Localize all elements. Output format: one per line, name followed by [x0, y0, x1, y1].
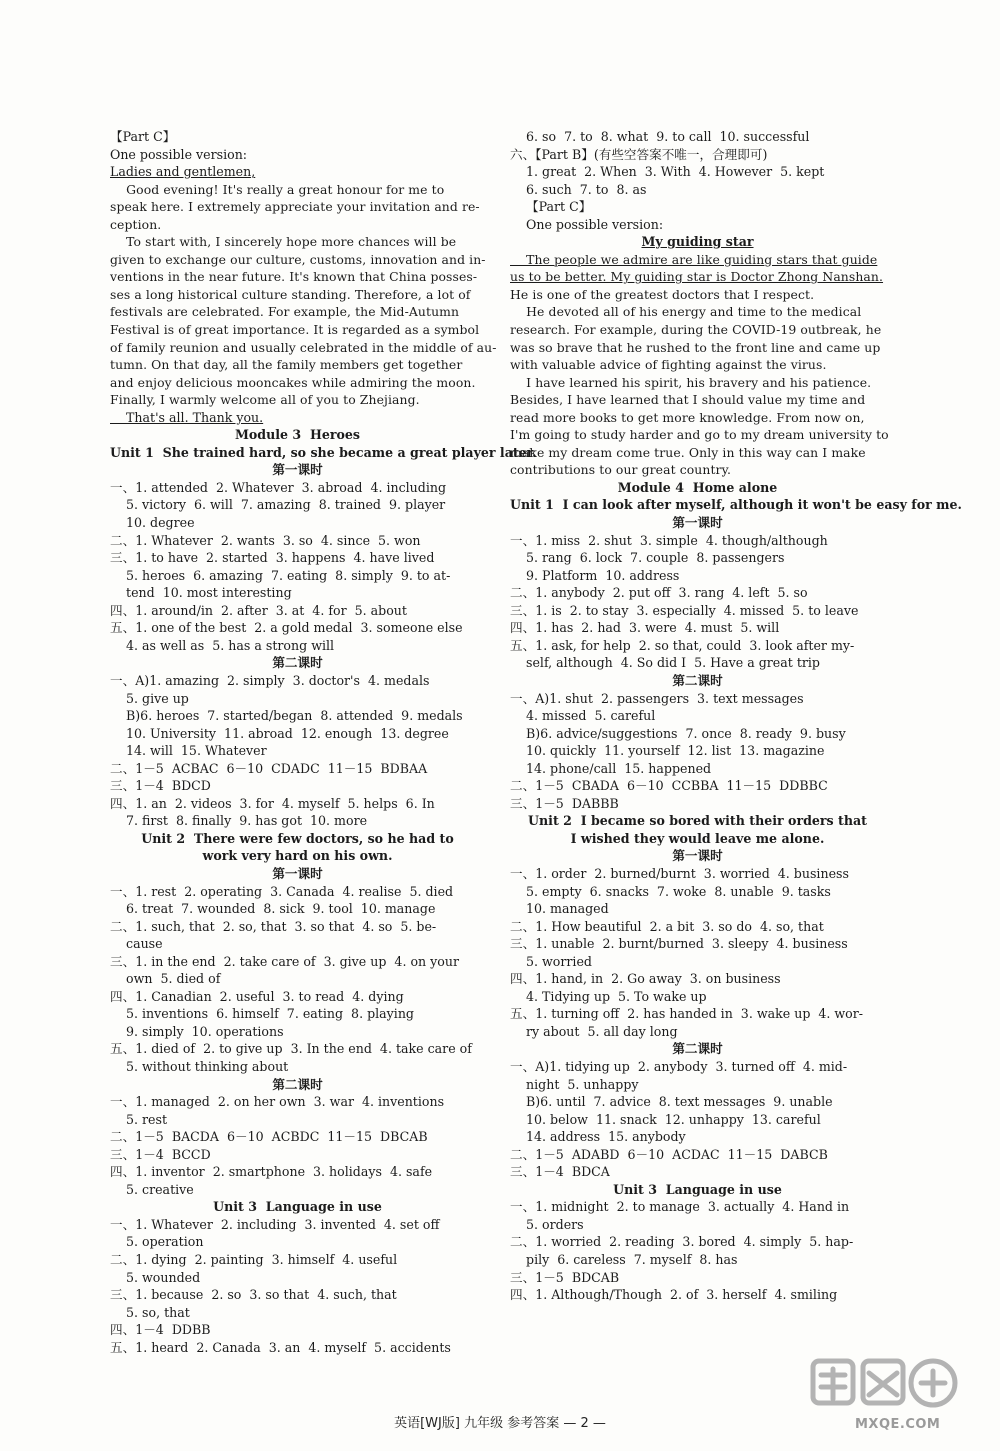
- right-column-line: contributions to our great country.: [510, 462, 732, 478]
- left-column-line: Ladies and gentlemen,: [110, 164, 256, 180]
- left-column-line: 【Part C】: [110, 129, 176, 144]
- left-column-line: 五、1. heard 2. Canada 3. an 4. myself 5. accidents: [110, 1339, 451, 1355]
- left-column-line: 第二课时: [272, 655, 323, 671]
- left-column-line: work very hard on his own.: [202, 848, 393, 864]
- right-column-line: 第二课时: [672, 1041, 723, 1057]
- left-column-line: 一、1. managed 2. on her own 3. war 4. inventions: [110, 1094, 445, 1110]
- left-column-line: 三、1. to have 2. started 3. happens 4. have lived: [110, 550, 435, 566]
- left-column-line: tend 10. most interesting: [110, 585, 292, 601]
- left-column-line: 三、1－4 BCCD: [110, 1146, 211, 1162]
- right-column-line: 三、1－4 BDCA: [510, 1164, 610, 1180]
- right-column-line: 一、1. order 2. burned/burnt 3. worried 4. business: [510, 865, 849, 881]
- right-column-line: 9. Platform 10. address: [510, 567, 680, 583]
- left-column-line: 二、1－5 BACDA 6－10 ACBDC 11－15 DBCAB: [110, 1129, 428, 1145]
- right-column-line: B)6. until 7. advice 8. text messages 9. unable: [510, 1094, 833, 1110]
- left-column-line: Unit 2 There were few doctors, so he had to: [141, 830, 454, 846]
- left-column-line: ventions in the near future. It's known that China posses-: [110, 269, 478, 285]
- right-column-line: 10. managed: [510, 901, 609, 917]
- right-column-line: One possible version:: [510, 216, 664, 232]
- right-column-line: 4. Tidying up 5. To wake up: [510, 988, 707, 1004]
- left-column-line: 9. simply 10. operations: [110, 1023, 284, 1039]
- left-column-line: 一、1. Whatever 2. including 3. invented 4. set off: [110, 1216, 440, 1232]
- right-column-line: Unit 3 Language in use: [613, 1181, 782, 1197]
- right-column-line: 10. below 11. snack 12. unhappy 13. careful: [510, 1111, 821, 1127]
- right-column-line: The people we admire are like guiding stars that guide: [510, 251, 878, 267]
- right-column-line: My guiding star: [641, 234, 754, 250]
- right-column-line: with valuable advice of fighting against the virus.: [510, 357, 827, 373]
- right-column-line: 5. empty 6. snacks 7. woke 8. unable 9. tasks: [510, 883, 831, 899]
- right-column: [510, 128, 962, 1304]
- right-column-line: 四、1. Although/Though 2. of 3. herself 4. smiling: [510, 1287, 838, 1303]
- right-column-line: 二、1. How beautiful 2. a bit 3. so do 4. so, that: [510, 918, 824, 934]
- right-column-line: 1. great 2. When 3. With 4. However 5. kept: [510, 164, 825, 180]
- left-column-line: 四、1－4 DDBB: [110, 1322, 211, 1338]
- left-column-line: 二、1－5 ACBAC 6－10 CDADC 11－15 BDBAA: [110, 760, 428, 776]
- left-column-line: 一、1. rest 2. operating 3. Canada 4. realise 5. died: [110, 883, 454, 899]
- right-column-line: make my dream come true. Only in this way can I make: [510, 444, 866, 460]
- right-column-line: I wished they would leave me alone.: [570, 830, 825, 846]
- left-column-line: B)6. heroes 7. started/began 8. attended 9. medals: [110, 708, 463, 724]
- left-column-line: and enjoy delicious mooncakes while admiring the moon.: [110, 374, 476, 390]
- left-column-line: ses a long historical culture standing. Therefore, a lot of: [110, 286, 471, 302]
- right-column-line: 5. rang 6. lock 7. couple 8. passengers: [510, 550, 785, 566]
- left-column-line: 四、1. around/in 2. after 3. at 4. for 5. about: [110, 602, 407, 618]
- left-column-line: 二、1. dying 2. painting 3. himself 4. useful: [110, 1252, 398, 1267]
- right-column-line: Unit 1 I can look after myself, although it won't be easy for me.: [510, 497, 962, 513]
- left-column-line: 6. treat 7. wounded 8. sick 9. tool 10. manage: [110, 901, 436, 917]
- left-column-line: 一、A)1. amazing 2. simply 3. doctor's 4. medals: [110, 672, 430, 688]
- right-column-line: 第二课时: [672, 672, 723, 688]
- left-column-line: speak here. I extremely appreciate your invitation and re-: [110, 199, 480, 215]
- right-column-line: He is one of the greatest doctors that I respect.: [510, 286, 815, 302]
- right-column-line: 三、1－5 BDCAB: [510, 1269, 620, 1285]
- right-column-line: read more books to get more knowledge. From now on,: [510, 409, 865, 425]
- right-column-line: 二、1－5 ADABD 6－10 ACDAC 11－15 DABCB: [510, 1146, 828, 1162]
- right-column-line: pily 6. careless 7. myself 8. has: [510, 1252, 738, 1267]
- left-column-line: 四、1. inventor 2. smartphone 3. holidays 4. safe: [110, 1164, 433, 1180]
- right-column-line: 6. so 7. to 8. what 9. to call 10. successful: [510, 129, 810, 144]
- right-column-line: 二、1. anybody 2. put off 3. rang 4. left 5. so: [510, 585, 808, 601]
- right-column-line: 五、1. turning off 2. has handed in 3. wake up 4. wor-: [510, 1006, 864, 1022]
- left-column-line: 五、1. died of 2. to give up 3. In the end 4. take care of: [110, 1041, 472, 1057]
- left-column-line: given to exchange our culture, customs, innovation and in-: [110, 251, 486, 267]
- right-column-line: 二、1－5 CBADA 6－10 CCBBA 11－15 DDBBC: [510, 778, 828, 794]
- left-column-line: 第一课时: [272, 865, 323, 881]
- right-column-line: 4. missed 5. careful: [510, 708, 656, 724]
- left-column-line: Module 3 Heroes: [234, 427, 361, 443]
- right-column-line: 一、A)1. tidying up 2. anybody 3. turned off 4. mid-: [510, 1058, 848, 1074]
- right-column-line: 5. orders: [510, 1216, 584, 1232]
- left-column-line: 三、1－4 BDCD: [110, 778, 211, 794]
- left-column-line: 5. without thinking about: [110, 1058, 289, 1074]
- right-column-line: Module 4 Home alone: [617, 479, 778, 495]
- right-column-line: 五、1. ask, for help 2. so that, could 3. look after my-: [510, 637, 855, 653]
- left-column-line: 5. victory 6. will 7. amazing 8. trained 9. player: [110, 497, 446, 513]
- right-column-line: 6. such 7. to 8. as: [510, 181, 647, 197]
- left-column-line: 四、1. an 2. videos 3. for 4. myself 5. helps 6. In: [110, 795, 435, 811]
- right-column-line: I'm going to study harder and go to my dream university to: [510, 427, 889, 443]
- left-column-line: cause: [110, 936, 163, 952]
- right-column-line: 一、1. miss 2. shut 3. simple 4. though/although: [510, 532, 828, 548]
- right-column-line: was so brave that he rushed to the front line and came up: [510, 339, 881, 355]
- right-column-line: I have learned his spirit, his bravery and his patience.: [510, 374, 872, 390]
- right-column-line: Unit 2 I became so bored with their orders that: [528, 813, 867, 829]
- left-column-line: 10. University 11. abroad 12. enough 13. degree: [110, 725, 449, 741]
- left-column-line: ception.: [110, 216, 162, 232]
- left-column-line: 5. inventions 6. himself 7. eating 8. playing: [110, 1006, 414, 1022]
- left-column-line: 五、1. one of the best 2. a gold medal 3. someone else: [110, 620, 463, 636]
- left-column-line: Unit 3 Language in use: [213, 1199, 382, 1215]
- left-column-line: 三、1. in the end 2. take care of 3. give up 4. on your: [110, 953, 459, 969]
- right-column-line: 三、1－5 DABBB: [510, 795, 619, 811]
- right-column-line: night 5. unhappy: [510, 1076, 639, 1092]
- right-column-line: 14. address 15. anybody: [510, 1129, 686, 1145]
- right-column-line: 一、1. midnight 2. to manage 3. actually 4. Hand in: [510, 1199, 850, 1215]
- left-column-line: To start with, I sincerely hope more chances will be: [110, 234, 457, 250]
- left-column-line: Finally, I warmly welcome all of you to Zhejiang.: [110, 392, 420, 408]
- watermark-url: MXQE.COM: [855, 1417, 941, 1432]
- left-column-line: 5. operation: [110, 1234, 204, 1250]
- left-column-line: 7. first 8. finally 9. has got 10. more: [110, 813, 368, 829]
- left-column-line: Unit 1 She trained hard, so she became a great player later.: [110, 444, 537, 460]
- left-column-line: 二、1. Whatever 2. wants 3. so 4. since 5. won: [110, 532, 421, 548]
- right-column-line: 第一课时: [672, 515, 723, 531]
- right-column-line: ry about 5. all day long: [510, 1023, 678, 1039]
- page-footer: 英语[WJ版] 九年级 参考答案 — 2 —: [394, 1416, 606, 1431]
- left-column-line: 第一课时: [272, 462, 323, 478]
- left-column-line: Good evening! It's really a great honour for me to: [110, 181, 445, 197]
- left-column-line: 5. heroes 6. amazing 7. eating 8. simply 9. to at-: [110, 567, 451, 583]
- right-column-line: B)6. advice/suggestions 7. once 8. ready 9. busy: [510, 725, 846, 741]
- left-column-line: 5. so, that: [110, 1304, 190, 1320]
- left-column-line: 一、1. attended 2. Whatever 3. abroad 4. including: [110, 479, 447, 495]
- watermark-logo: [805, 1355, 965, 1435]
- right-column-line: 二、1. worried 2. reading 3. bored 4. simply 5. hap-: [510, 1234, 854, 1250]
- left-column-line: festivals are celebrated. For example, the Mid-Autumn: [110, 304, 460, 320]
- left-column: [110, 128, 537, 1356]
- left-column-line: 5. creative: [110, 1181, 194, 1197]
- right-column-line: research. For example, during the COVID-19 outbreak, he: [510, 322, 882, 338]
- left-column-line: 二、1. such, that 2. so, that 3. so that 4. so 5. be-: [110, 918, 437, 934]
- left-column-line: 5. wounded: [110, 1269, 201, 1285]
- right-column-line: self, although 4. So did I 5. Have a great trip: [510, 655, 820, 671]
- watermark-glyphs-icon: [805, 1355, 965, 1417]
- right-column-line: 三、1. unable 2. burnt/burned 3. sleepy 4. business: [510, 936, 848, 952]
- right-column-line: 三、1. is 2. to stay 3. especially 4. missed 5. to leave: [510, 602, 859, 618]
- right-column-line: 四、1. has 2. had 3. were 4. must 5. will: [510, 620, 780, 636]
- left-column-line: 10. degree: [110, 515, 195, 531]
- left-column-line: 5. give up: [110, 690, 189, 706]
- left-column-line: 第二课时: [272, 1076, 323, 1092]
- right-column-line: us to be better. My guiding star is Doctor Zhong Nanshan.: [510, 269, 884, 285]
- right-column-line: 10. quickly 11. yourself 12. list 13. magazine: [510, 743, 825, 759]
- left-column-line: 三、1. because 2. so 3. so that 4. such, that: [110, 1287, 397, 1303]
- right-column-line: 六、【Part B】(有些空答案不唯一，合理即可): [510, 146, 768, 162]
- left-column-line: of family reunion and usually celebrated in the middle of au-: [110, 339, 497, 355]
- left-column-line: 4. as well as 5. has a strong will: [110, 637, 335, 653]
- right-column-line: 【Part C】: [510, 199, 592, 215]
- right-column-line: He devoted all of his energy and time to the medical: [510, 304, 862, 320]
- left-column-line: own 5. died of: [110, 971, 221, 987]
- right-column-line: Besides, I have learned that I should value my time and: [510, 392, 866, 408]
- left-column-line: 5. rest: [110, 1111, 168, 1127]
- left-column-line: tumn. On that day, all the family members get together: [110, 357, 463, 373]
- right-column-line: 第一课时: [672, 848, 723, 864]
- left-column-line: That's all. Thank you.: [110, 409, 264, 425]
- left-column-line: 14. will 15. Whatever: [110, 743, 267, 759]
- left-column-line: One possible version:: [110, 146, 248, 162]
- right-column-line: 5. worried: [510, 953, 592, 969]
- left-column-line: 四、1. Canadian 2. useful 3. to read 4. dying: [110, 988, 404, 1004]
- right-column-line: 14. phone/call 15. happened: [510, 760, 712, 776]
- right-column-line: 四、1. hand, in 2. Go away 3. on business: [510, 971, 781, 987]
- left-column-line: Festival is of great importance. It is regarded as a symbol: [110, 322, 480, 338]
- right-column-line: 一、A)1. shut 2. passengers 3. text messages: [510, 690, 804, 706]
